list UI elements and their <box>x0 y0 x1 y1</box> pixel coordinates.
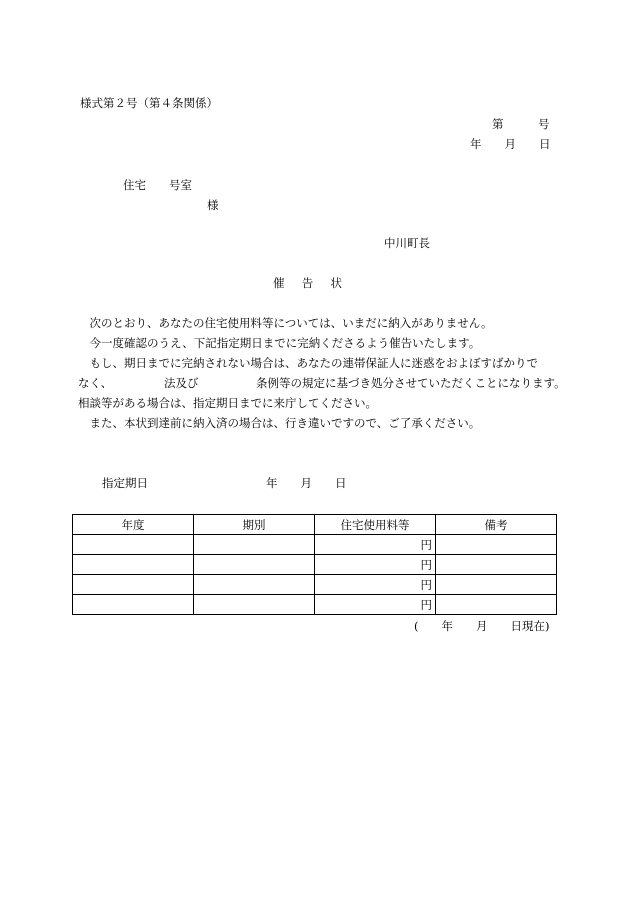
cell-rent: 円 <box>315 535 436 555</box>
cell-year <box>73 535 194 555</box>
body-line: 今一度確認のうえ、下記指定期日までに完納くださるよう催告いたします。 <box>78 336 481 350</box>
cell-year <box>73 575 194 595</box>
cell-rent: 円 <box>315 575 436 595</box>
cell-period <box>194 535 315 555</box>
cell-remarks <box>436 555 557 575</box>
cell-year <box>73 555 194 575</box>
cell-remarks <box>436 595 557 615</box>
column-header-remarks: 備考 <box>436 515 557 535</box>
as-of-date: ( 年 月 日現在) <box>414 619 550 633</box>
document-number-label: 第 号 <box>492 117 550 131</box>
document-title: 催告状 <box>273 276 360 290</box>
deadline-label: 指定期日 <box>102 476 148 490</box>
body-line: 次のとおり、あなたの住宅使用料等については、いまだに納入がありません。 <box>78 316 493 330</box>
table-row <box>73 595 557 615</box>
body-line: 相談等がある場合は、指定期日までに来庁してください。 <box>78 396 377 410</box>
document-date-label: 年 月 日 <box>470 137 551 151</box>
body-line: なく、 法及び 条例等の規定に基づき処分させていただくことになります。 <box>78 376 566 390</box>
body-line: また、本状到達前に納入済の場合は、行き違いですので、ご了承ください。 <box>78 416 481 430</box>
cell-year <box>73 595 194 615</box>
cell-period <box>194 575 315 595</box>
sender-name: 中川町長 <box>384 236 430 250</box>
cell-remarks <box>436 575 557 595</box>
table-header-row <box>73 515 557 535</box>
column-header-rent: 住宅使用料等 <box>315 515 436 535</box>
cell-remarks <box>436 535 557 555</box>
table-row <box>73 535 557 555</box>
deadline-date: 年 月 日 <box>266 476 347 490</box>
addressee-honorific: 様 <box>207 198 219 212</box>
addressee-room-line: 住宅 号室 <box>123 178 192 192</box>
form-number: 様式第２号（第４条関係） <box>80 96 218 110</box>
cell-period <box>194 595 315 615</box>
column-header-year: 年度 <box>73 515 194 535</box>
cell-rent: 円 <box>315 555 436 575</box>
cell-rent: 円 <box>315 595 436 615</box>
table-row <box>73 555 557 575</box>
arrears-table <box>72 514 557 615</box>
cell-period <box>194 555 315 575</box>
body-line: もし、期日までに完納されない場合は、あなたの連帯保証人に迷惑をおよぼすばかりで <box>78 356 538 370</box>
column-header-period: 期別 <box>194 515 315 535</box>
table-row <box>73 575 557 595</box>
